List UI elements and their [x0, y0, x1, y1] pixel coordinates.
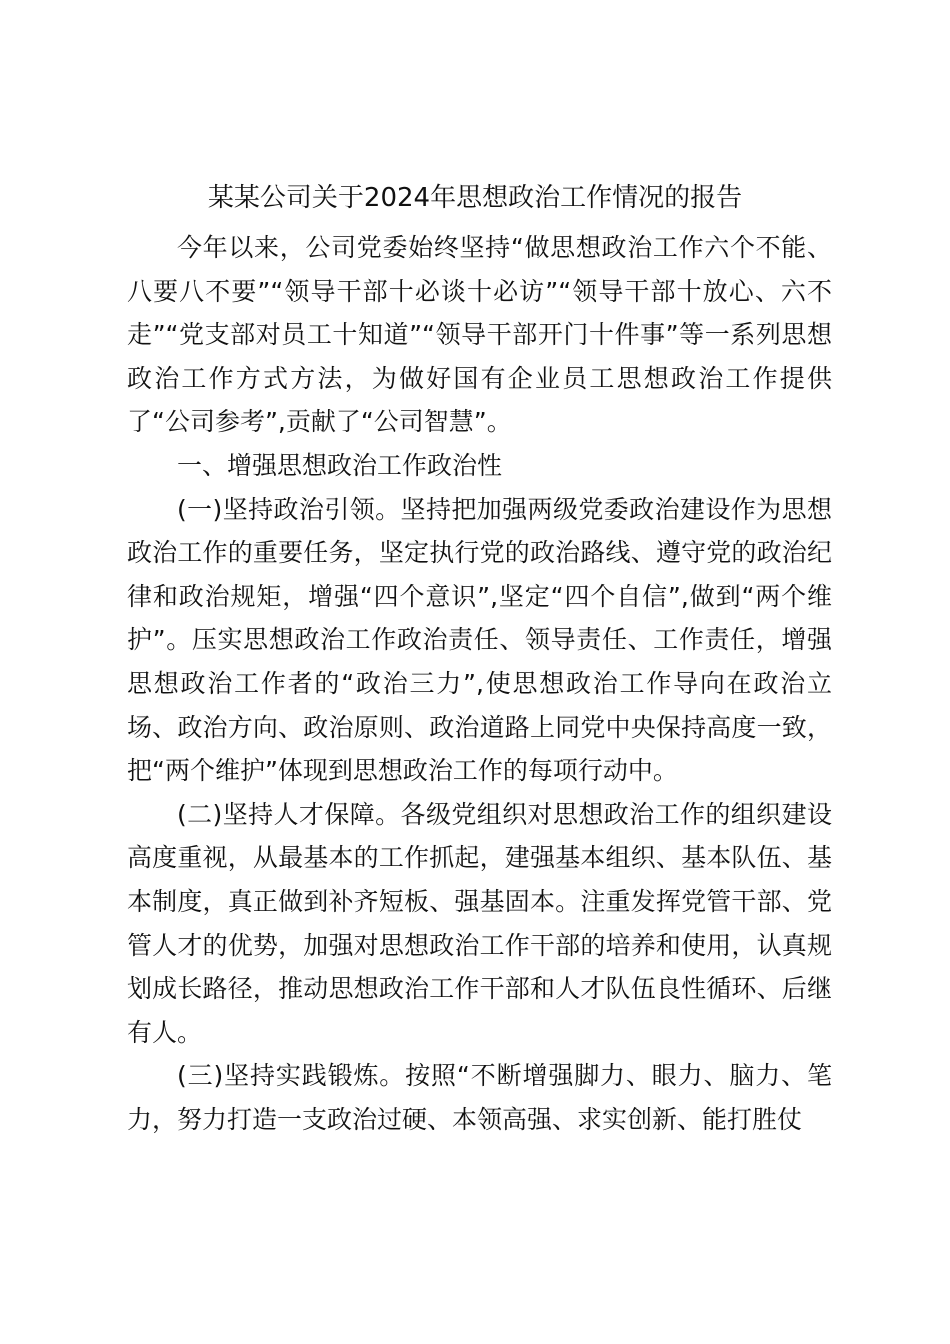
- section-heading: 一、增强思想政治工作政治性: [177, 450, 503, 480]
- intro-paragraph: 今年以来，公司党委始终坚持“做思想政治工作六个不能、八要八不要”“领导干部十必谈十必访”“领导干部十放心、六不走”“党支部对员工十知道”“领导干部开门十件事”等一系列思想政治工作方式方法，为做好国有企业员工思想政治工作提供了“公司参考”,贡献了“公司智慧”。: [127, 233, 832, 437]
- subsection-paragraph-3: (三)坚持实践锻炼。按照“不断增强脚力、眼力、脑力、笔力，努力打造一支政治过硬、本领高强、求实创新、能打胜仗: [127, 1061, 832, 1134]
- document-title: 某某公司关于2024年思想政治工作情况的报告: [207, 183, 743, 213]
- subsection-paragraph-1: (一)坚持政治引领。坚持把加强两级党委政治建设作为思想政治工作的重要任务，坚定执行党的政治路线、遵守党的政治纪律和政治规矩，增强“四个意识”,坚定“四个自信”,做到“两个维护”。压实思想政治工作政治责任、领导责任、工作责任，增强思想政治工作者的“政治三力”,使思想政治工作导向在政治立场、政治方向、政治原则、政治道路上同党中央保持高度一致，把“两个维护”体现到思想政治工作的每项行动中。: [127, 494, 832, 786]
- document-body: [127, 226, 832, 1141]
- subsection-paragraph-2: (二)坚持人才保障。各级党组织对思想政治工作的组织建设高度重视，从最基本的工作抓起，建强基本组织、基本队伍、基本制度，真正做到补齐短板、强基固本。注重发挥党管干部、党管人才的优势，加强对思想政治工作干部的培养和使用，认真规划成长路径，推动思想政治工作干部和人才队伍良性循环、后继有人。: [127, 799, 832, 1047]
